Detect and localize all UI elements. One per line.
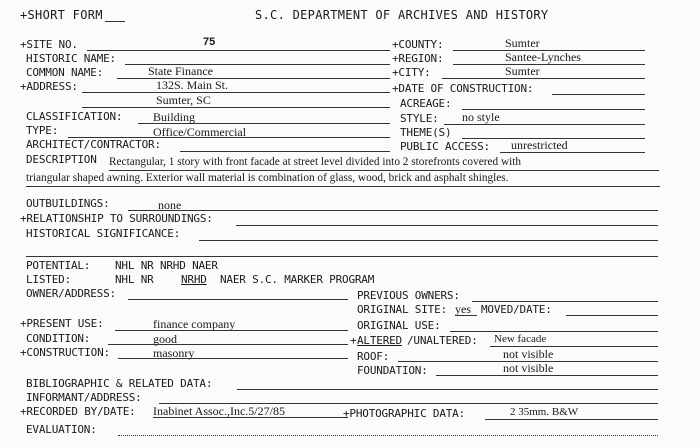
short-form-line (105, 21, 125, 22)
outbuildings-line (128, 210, 658, 211)
altered-prefix: + (350, 334, 357, 347)
acreage-label: ACREAGE: (400, 97, 452, 110)
photographic-line (485, 419, 658, 420)
moved-date-label: MOVED/DATE: (481, 303, 552, 316)
original-site-value: yes (455, 302, 471, 316)
architect-line (180, 151, 390, 152)
address-line-2 (82, 107, 390, 108)
foundation-label: FOUNDATION: (357, 364, 428, 377)
date-of-construction-label: +DATE OF CONSTRUCTION: (392, 82, 534, 95)
description-underline-1 (109, 170, 659, 171)
type-label: TYPE: (26, 124, 59, 137)
unaltered-label: /UNALTERED: (407, 334, 478, 347)
potential-label: POTENTIAL: (26, 259, 91, 272)
description-label: DESCRIPTION (26, 153, 97, 166)
city-label: +CITY: (392, 66, 431, 79)
listed-rest: NAER S.C. MARKER PROGRAM (220, 273, 375, 286)
region-line (453, 64, 645, 65)
public-access-label: PUBLIC ACCESS: (400, 140, 490, 153)
significance-extra-line (26, 256, 658, 257)
original-site-line (455, 315, 477, 316)
site-no-value: 75 (203, 36, 216, 48)
condition-line (108, 344, 348, 345)
common-name-value: State Finance (148, 64, 213, 78)
classification-label: CLASSIFICATION: (26, 110, 123, 123)
construction-label: +CONSTRUCTION: (20, 346, 110, 359)
present-use-line (115, 330, 348, 331)
city-line (442, 78, 645, 79)
moved-date-line (566, 315, 658, 316)
date-of-construction-line (552, 94, 645, 95)
present-use-value: finance company (153, 317, 236, 331)
style-value: no style (462, 110, 500, 124)
altered-value: New facade (494, 333, 547, 345)
previous-owners-label: PREVIOUS OWNERS: (357, 289, 460, 302)
owner-address-line (128, 299, 348, 300)
description-line1: Rectangular, 1 story with front facade at street level divided into 2 storefronts covered with (109, 156, 522, 168)
original-use-label: ORIGINAL USE: (357, 319, 441, 332)
site-no-label: +SITE NO. (20, 38, 78, 51)
site-no-line (87, 50, 390, 51)
relationship-label: +RELATIONSHIP TO SURROUNDINGS: (20, 212, 213, 225)
description-underline-2 (26, 186, 660, 187)
altered-label: ALTERED (357, 334, 402, 347)
style-label: STYLE: (400, 112, 439, 125)
original-site-label: ORIGINAL SITE: (357, 303, 447, 316)
short-form-label: +SHORT FORM (20, 8, 103, 22)
original-use-line (450, 331, 658, 332)
listed-label: LISTED: (26, 273, 71, 286)
roof-label: ROOF: (357, 350, 390, 363)
construction-line (118, 358, 348, 359)
bibliographic-label: BIBLIOGRAPHIC & RELATED DATA: (26, 377, 213, 390)
condition-label: CONDITION: (26, 332, 91, 345)
county-label: +COUNTY: (392, 38, 444, 51)
common-name-label: COMMON NAME: (26, 66, 104, 79)
photographic-value: 2 35mm. B&W (510, 406, 579, 418)
county-value: Sumter (505, 36, 540, 50)
relationship-line (236, 225, 658, 226)
public-access-line (500, 152, 645, 153)
address-label: +ADDRESS: (20, 80, 78, 93)
foundation-line (436, 375, 658, 376)
architect-label: ARCHITECT/CONTRACTOR: (26, 138, 161, 151)
region-label: +REGION: (392, 52, 444, 65)
outbuildings-label: OUTBUILDINGS: (26, 197, 110, 210)
potential-options: NHL NR NRHD NAER (115, 259, 218, 272)
address-line (82, 92, 390, 93)
condition-value: good (153, 332, 177, 346)
historical-significance-label: HISTORICAL SIGNIFICANCE: (26, 227, 181, 240)
previous-owners-line (472, 301, 658, 302)
address-value-line1: 132S. Main St. (156, 78, 229, 92)
listed-nhl-nr: NHL NR (115, 273, 154, 286)
photographic-label: +PHOTOGRAPHIC DATA: (343, 407, 466, 420)
present-use-label: +PRESENT USE: (20, 317, 104, 330)
historical-significance-line (199, 240, 658, 241)
themes-label: THEME(S) (400, 126, 452, 139)
bibliographic-line (237, 389, 658, 390)
recorded-by-value: Inabinet Assoc.,Inc.5/27/85 (153, 404, 285, 418)
recorded-by-line (153, 417, 348, 418)
owner-address-label: OWNER/ADDRESS: (26, 287, 116, 300)
style-line (444, 124, 645, 125)
form-title: S.C. DEPARTMENT OF ARCHIVES AND HISTORY (255, 8, 549, 22)
public-access-value: unrestricted (511, 138, 568, 152)
roof-value: not visible (503, 347, 554, 361)
historic-name-label: HISTORIC NAME: (26, 52, 116, 65)
region-value: Santee-Lynches (505, 50, 581, 64)
classification-value: Building (153, 110, 196, 124)
informant-label: INFORMANT/ADDRESS: (26, 391, 142, 404)
construction-value: masonry (153, 346, 195, 360)
address-value-line2: Sumter, SC (156, 93, 211, 107)
recorded-by-label: +RECORDED BY/DATE: (20, 405, 136, 418)
foundation-value: not visible (503, 361, 554, 375)
evaluation-label: EVALUATION: (26, 423, 97, 436)
evaluation-line (118, 435, 658, 436)
city-value: Sumter (505, 64, 540, 78)
type-value: Office/Commercial (153, 125, 247, 139)
listed-nrhd: NRHD (181, 273, 207, 286)
outbuildings-value: none (158, 198, 182, 212)
description-line2: triangular shaped awning. Exterior wall material is combination of glass, wood, brick and asphalt shingles. (26, 172, 509, 184)
